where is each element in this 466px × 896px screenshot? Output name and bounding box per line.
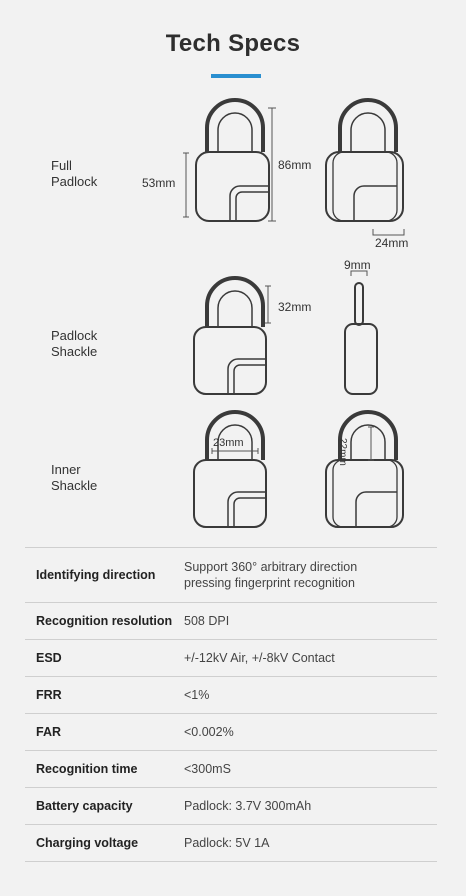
section-label-line2: Shackle — [51, 344, 98, 359]
full-padlock-angled-drawing — [326, 100, 403, 221]
padlock-shackle-side-drawing — [345, 283, 377, 394]
dim-shackle-height: 32mm — [278, 300, 312, 314]
spec-value: 508 DPI — [184, 614, 230, 628]
dim-inner-height: 22mm — [337, 438, 348, 466]
table-row — [25, 677, 437, 714]
table-row — [25, 825, 437, 862]
spec-key: Charging voltage — [36, 836, 139, 850]
inner-shackle-front-drawing — [194, 412, 266, 527]
inner-shackle-angled-drawing — [326, 412, 403, 527]
table-row — [25, 751, 437, 788]
spec-value-line1: Support 360° arbitrary direction — [184, 560, 358, 574]
full-padlock-front-drawing — [196, 100, 269, 221]
spec-key: Recognition resolution — [36, 614, 173, 628]
spec-value: <300mS — [184, 762, 231, 776]
spec-key: Recognition time — [36, 762, 138, 776]
spec-key: Identifying direction — [36, 568, 156, 582]
dim-body-height: 53mm — [142, 176, 176, 190]
padlock-shackle-front-drawing — [194, 278, 266, 394]
spec-value: Padlock: 5V 1A — [184, 836, 270, 850]
spec-key: FAR — [36, 725, 61, 739]
spec-value: +/-12kV Air, +/-8kV Contact — [184, 651, 335, 665]
dim-shackle-thickness: 9mm — [344, 258, 371, 272]
spec-value — [184, 559, 437, 591]
table-row — [25, 788, 437, 825]
table-row — [25, 548, 437, 603]
spec-key: ESD — [36, 651, 62, 665]
table-row — [25, 640, 437, 677]
section-label-line1: Full — [51, 158, 72, 173]
spec-value-line2: pressing fingerprint recognition — [184, 576, 355, 590]
spec-value: Padlock: 3.7V 300mAh — [184, 799, 312, 813]
section-label-line1: Inner — [51, 462, 81, 477]
table-row — [25, 603, 437, 640]
dim-total-height: 86mm — [278, 158, 312, 172]
page-title: Tech Specs — [165, 30, 301, 57]
section-label-line2: Padlock — [51, 174, 98, 189]
spec-key: FRR — [36, 688, 62, 702]
spec-value: <0.002% — [184, 725, 234, 739]
dim-depth: 24mm — [375, 236, 409, 250]
section-label-line1: Padlock — [51, 328, 98, 343]
section-label-line2: Shackle — [51, 478, 98, 493]
spec-value: <1% — [184, 688, 210, 702]
specs-table — [25, 547, 437, 862]
table-row — [25, 714, 437, 751]
dim-inner-width: 23mm — [213, 437, 244, 449]
spec-key: Battery capacity — [36, 799, 133, 813]
